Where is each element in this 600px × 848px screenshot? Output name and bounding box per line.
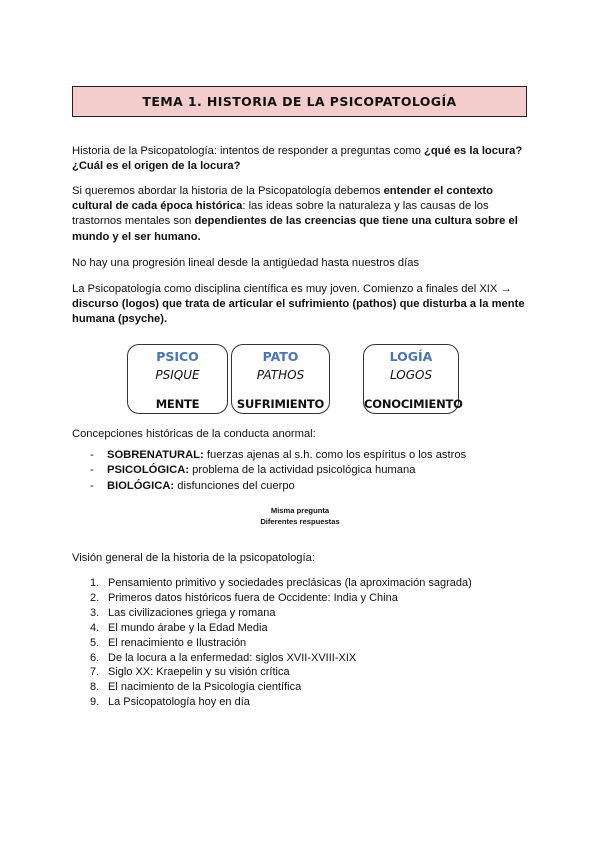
list-item: 9. La Psicopatología hoy en día bbox=[90, 696, 250, 709]
conception-label: PSICOLÓGICA: bbox=[107, 464, 190, 477]
list-item: 7. Siglo XX: Kraepelin y su visión crítica bbox=[90, 666, 290, 679]
etymology-sub: PATHOS bbox=[256, 368, 305, 382]
intro-question: ¿qué es la locura? ¿Cuál es el origen de la locura? bbox=[72, 145, 523, 173]
list-item: 8. El nacimiento de la Psicología científica bbox=[90, 681, 302, 694]
conception-text: disfunciones del cuerpo bbox=[174, 479, 295, 492]
intro-paragraph bbox=[72, 144, 530, 174]
conceptions-list bbox=[90, 448, 466, 494]
conception-label: SOBRENATURAL: bbox=[107, 449, 204, 461]
overview-heading: Visión general de la historia de la psicopatología: bbox=[72, 552, 315, 564]
list-item bbox=[90, 448, 466, 463]
list-item: 2. Primeros datos históricos fuera de Occidente: India y China bbox=[90, 591, 398, 604]
context-bold-1: entender el contexto cultural de cada época histórica bbox=[72, 185, 493, 213]
context-text-2: : las ideas sobre la naturaleza y las causas de los trastornos mentales son bbox=[72, 200, 489, 228]
etymology-head: LOGÍA bbox=[389, 349, 433, 364]
note-line-2: Diferentes respuestas bbox=[260, 517, 340, 526]
context-bold-2: dependientes de las creencias que tiene una cultura sobre el mundo y el ser humano. bbox=[72, 215, 518, 243]
etymology-sub: PSIQUE bbox=[155, 368, 200, 382]
etymology-box-logia bbox=[363, 344, 463, 414]
list-item: 6. De la locura a la enfermedad: siglos XVII-XVIII-XIX bbox=[90, 651, 357, 664]
progression-paragraph: No hay una progresión lineal desde la antigüedad hasta nuestros días bbox=[72, 257, 420, 269]
list-item bbox=[90, 479, 466, 494]
discipline-bold: discurso (logos) que trata de articular el sufrimiento (pathos) que disturba a la mente humana (psyche). bbox=[72, 298, 525, 326]
context-paragraph bbox=[72, 184, 530, 245]
list-item bbox=[90, 463, 466, 478]
context-text-1: Si queremos abordar la historia de la Psicopatología debemos bbox=[72, 185, 384, 197]
conceptions-heading: Concepciones históricas de la conducta anormal: bbox=[72, 428, 316, 440]
etymology-foot: SUFRIMIENTO bbox=[236, 397, 325, 411]
etymology-box-psico bbox=[127, 344, 228, 414]
etymology-foot: MENTE bbox=[155, 397, 200, 411]
etymology-box-pato bbox=[231, 344, 330, 414]
conception-label: BIOLÓGICA: bbox=[107, 479, 175, 492]
list-item: 5. El renacimiento e Ilustración bbox=[90, 636, 247, 649]
title-box bbox=[72, 86, 527, 117]
etymology-head: PSICO bbox=[156, 349, 199, 364]
list-item: 4. El mundo árabe y la Edad Media bbox=[90, 621, 268, 634]
discipline-text: La Psicopatología como disciplina científica es muy joven. Comienzo a finales del XIX → bbox=[72, 283, 512, 295]
etymology-foot: CONOCIMIENTO bbox=[364, 397, 463, 411]
etymology-sub: LOGOS bbox=[389, 368, 433, 382]
etymology-head: PATO bbox=[262, 349, 299, 364]
note-line-1: Misma pregunta bbox=[270, 506, 330, 515]
dash-bullet: - bbox=[90, 464, 94, 477]
page-title: TEMA 1. HISTORIA DE LA PSICOPATOLOGÍA bbox=[142, 94, 457, 109]
discipline-paragraph bbox=[72, 282, 530, 328]
intro-text: Historia de la Psicopatología: intentos de responder a preguntas como bbox=[72, 145, 424, 157]
list-item: 1. Pensamiento primitivo y sociedades preclásicas (la aproximación sagrada) bbox=[90, 577, 472, 589]
dash-bullet: - bbox=[90, 479, 94, 492]
conception-text: problema de la actividad psicológica humana bbox=[189, 464, 416, 477]
conception-text: fuerzas ajenas al s.h. como los espíritus o los astros bbox=[203, 449, 467, 461]
overview-list bbox=[90, 576, 472, 710]
list-item: 3. Las civilizaciones griega y romana bbox=[90, 606, 276, 619]
dash-bullet: - bbox=[90, 449, 94, 461]
